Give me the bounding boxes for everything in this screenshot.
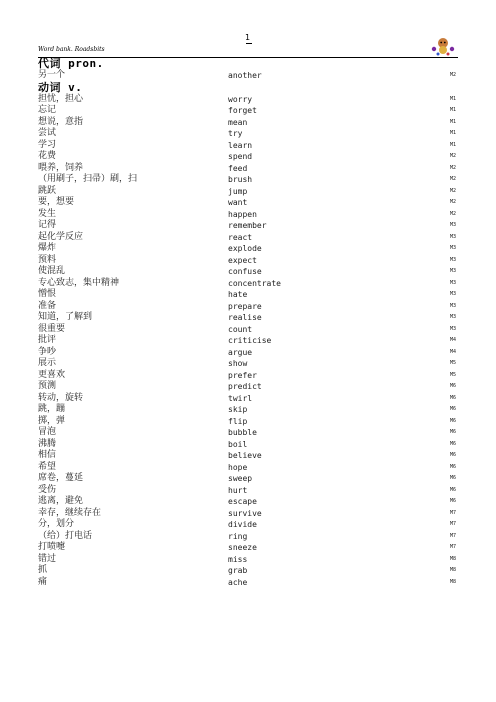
vocab-row xyxy=(38,554,458,566)
chinese-meaning: 掷，弹 xyxy=(38,415,66,426)
vocab-row xyxy=(38,266,458,278)
chinese-meaning: 憎恨 xyxy=(38,289,57,299)
chinese-meaning: 喂养，饲养 xyxy=(38,162,84,173)
english-word: criticise xyxy=(228,336,272,345)
english-word: argue xyxy=(228,347,253,357)
module-code: M3 xyxy=(449,233,456,240)
chinese-meaning: 准备 xyxy=(38,300,57,311)
chinese-meaning: 席卷，蔓延 xyxy=(38,473,84,483)
vocab-row xyxy=(38,531,458,543)
english-word: jump xyxy=(228,186,248,196)
module-code: M7 xyxy=(449,509,456,516)
vocab-row xyxy=(38,347,458,359)
vocab-row xyxy=(38,393,458,405)
english-word: sneeze xyxy=(228,543,257,552)
vocab-row xyxy=(38,370,458,382)
chinese-meaning: 知道，了解到 xyxy=(38,312,93,322)
vocab-row xyxy=(38,289,458,301)
section-heading-pronoun: 代词 pron. xyxy=(38,57,104,70)
english-word: ring xyxy=(228,531,248,541)
vocab-row xyxy=(38,473,458,485)
module-code: M3 xyxy=(449,245,456,251)
module-code: M3 xyxy=(449,325,456,332)
chinese-meaning: 转动，旋转 xyxy=(38,392,84,403)
english-word: twirl xyxy=(228,393,253,403)
chinese-meaning: 希望 xyxy=(38,461,57,472)
module-code: M6 xyxy=(449,498,456,504)
english-word: prefer xyxy=(228,370,257,380)
vocab-row xyxy=(38,404,458,416)
english-word: miss xyxy=(228,554,248,564)
module-code: M1 xyxy=(449,95,456,102)
module-code: M8 xyxy=(449,555,456,562)
module-code: M6 xyxy=(449,383,456,389)
module-code: M6 xyxy=(449,486,456,493)
module-code: M6 xyxy=(449,475,456,481)
vocab-row xyxy=(38,197,458,209)
vocab-row xyxy=(38,301,458,313)
module-code: M4 xyxy=(449,348,456,355)
english-word: show xyxy=(228,359,248,368)
english-word: worry xyxy=(228,94,253,104)
vocab-row xyxy=(38,335,458,347)
vocab-row xyxy=(38,209,458,221)
chinese-meaning: （给）打电话 xyxy=(38,530,93,541)
vocab-row xyxy=(38,312,458,324)
english-word: boil xyxy=(228,439,248,449)
english-word: brush xyxy=(228,175,253,184)
vocab-row xyxy=(38,128,458,140)
chinese-meaning: 爆炸 xyxy=(38,243,57,253)
vocab-row xyxy=(38,174,458,186)
english-word: flip xyxy=(228,416,248,426)
english-word: prepare xyxy=(228,301,262,311)
cartoon-logo-icon xyxy=(428,35,458,57)
module-code: M3 xyxy=(449,291,456,297)
english-word: hate xyxy=(228,290,248,299)
module-code: M2 xyxy=(449,187,456,194)
page-number: 1 xyxy=(245,33,251,42)
english-word: another xyxy=(228,71,262,80)
vocab-row xyxy=(38,324,458,336)
vocab-row xyxy=(38,381,458,393)
chinese-meaning: 幸存，继续存在 xyxy=(38,507,102,518)
chinese-meaning: 想说，意指 xyxy=(38,116,84,127)
module-code: M2 xyxy=(449,176,456,182)
module-code: M8 xyxy=(449,567,456,573)
chinese-meaning: 跳，蹦 xyxy=(38,404,66,414)
module-code: M1 xyxy=(449,141,456,148)
chinese-meaning: 受伤 xyxy=(38,484,57,495)
vocab-row xyxy=(38,542,458,554)
english-word: bubble xyxy=(228,428,257,437)
module-code: M6 xyxy=(449,417,456,424)
chinese-meaning: 学习 xyxy=(38,139,57,150)
module-code: M6 xyxy=(449,429,456,435)
vocab-row xyxy=(38,427,458,439)
module-code: M3 xyxy=(449,268,456,274)
chinese-meaning: 要，想要 xyxy=(38,197,75,207)
vocab-row xyxy=(38,243,458,255)
chinese-meaning: 分，划分 xyxy=(38,519,75,529)
module-code: M6 xyxy=(449,463,456,470)
module-code: M2 xyxy=(449,153,456,159)
chinese-meaning: 展示 xyxy=(38,358,57,368)
english-word: predict xyxy=(228,382,262,391)
english-word: skip xyxy=(228,405,248,414)
section-heading-verb: 动词 v. xyxy=(38,80,83,94)
vocab-row xyxy=(38,232,458,244)
vocabulary-list xyxy=(38,58,458,588)
vocab-row xyxy=(38,151,458,163)
english-word: believe xyxy=(228,451,262,460)
module-code: M2 xyxy=(449,210,456,217)
vocab-row xyxy=(38,94,458,106)
module-code: M3 xyxy=(449,256,456,263)
chinese-meaning: 另一个 xyxy=(38,70,66,80)
english-word: learn xyxy=(228,140,253,150)
module-code: M5 xyxy=(449,360,456,366)
vocab-row xyxy=(38,577,458,589)
chinese-meaning: 跳跃 xyxy=(38,185,57,196)
vocab-row xyxy=(38,450,458,462)
english-word: sweep xyxy=(228,474,253,483)
chinese-meaning: 抓 xyxy=(38,565,48,575)
english-word: survive xyxy=(228,508,262,518)
chinese-meaning: 沸腾 xyxy=(38,438,57,449)
chinese-meaning: 花费 xyxy=(38,151,57,161)
english-word: mean xyxy=(228,117,248,127)
vocab-row xyxy=(38,70,458,82)
english-word: happen xyxy=(228,209,257,219)
module-code: M6 xyxy=(449,452,456,458)
english-word: want xyxy=(228,198,248,207)
chinese-meaning: （用刷子，扫帚）刷，扫 xyxy=(38,174,138,184)
module-code: M7 xyxy=(449,521,456,527)
vocab-row xyxy=(38,439,458,451)
module-code: M3 xyxy=(449,279,456,286)
chinese-meaning: 专心致志，集中精神 xyxy=(38,277,120,288)
chinese-meaning: 预测 xyxy=(38,381,57,391)
chinese-meaning: 很重要 xyxy=(38,323,66,334)
english-word: escape xyxy=(228,497,257,506)
chinese-meaning: 错过 xyxy=(38,553,57,564)
chinese-meaning: 批评 xyxy=(38,335,57,345)
vocab-row xyxy=(38,105,458,117)
english-word: grab xyxy=(228,566,248,575)
module-code: M5 xyxy=(449,371,456,378)
module-code: M8 xyxy=(449,578,456,585)
running-header: Word bank. Roadsbits xyxy=(38,46,105,53)
chinese-meaning: 打喷嚏 xyxy=(38,542,66,552)
chinese-meaning: 争吵 xyxy=(38,346,57,357)
english-word: forget xyxy=(228,106,257,115)
module-code: M6 xyxy=(449,394,456,401)
english-word: react xyxy=(228,232,253,242)
english-word: explode xyxy=(228,244,262,253)
module-code: M4 xyxy=(449,337,456,343)
english-word: spend xyxy=(228,152,253,161)
module-code: M3 xyxy=(449,222,456,228)
english-word: confuse xyxy=(228,267,262,276)
chinese-meaning: 起化学反应 xyxy=(38,231,84,242)
english-word: divide xyxy=(228,520,257,529)
vocab-row xyxy=(38,416,458,428)
english-word: ache xyxy=(228,577,248,587)
english-word: remember xyxy=(228,221,267,230)
vocab-row xyxy=(38,278,458,290)
vocab-row xyxy=(38,496,458,508)
chinese-meaning: 相信 xyxy=(38,450,57,460)
vocab-row xyxy=(38,163,458,175)
vocab-row xyxy=(38,140,458,152)
module-code: M6 xyxy=(449,440,456,447)
module-code: M7 xyxy=(449,532,456,539)
english-word: try xyxy=(228,129,243,138)
module-code: M2 xyxy=(449,72,456,78)
chinese-meaning: 记得 xyxy=(38,220,57,230)
chinese-meaning: 尝试 xyxy=(38,128,57,138)
page-number-underline xyxy=(246,43,252,44)
vocab-row xyxy=(38,358,458,370)
chinese-meaning: 更喜欢 xyxy=(38,369,66,380)
vocab-row xyxy=(38,485,458,497)
module-code: M3 xyxy=(449,314,456,320)
english-word: hurt xyxy=(228,485,248,495)
module-code: M7 xyxy=(449,544,456,550)
english-word: expect xyxy=(228,255,257,265)
english-word: hope xyxy=(228,462,248,472)
chinese-meaning: 预料 xyxy=(38,254,57,265)
module-code: M1 xyxy=(449,118,456,125)
english-word: realise xyxy=(228,313,262,322)
vocab-row xyxy=(38,565,458,577)
module-code: M3 xyxy=(449,302,456,309)
vocab-row xyxy=(38,255,458,267)
module-code: M1 xyxy=(449,130,456,136)
vocab-row xyxy=(38,220,458,232)
vocab-row xyxy=(38,117,458,129)
english-word: count xyxy=(228,324,253,334)
chinese-meaning: 痛 xyxy=(38,576,48,587)
chinese-meaning: 冒泡 xyxy=(38,427,57,437)
vocab-row xyxy=(38,186,458,198)
english-word: concentrate xyxy=(228,278,281,288)
chinese-meaning: 忘记 xyxy=(38,105,57,115)
chinese-meaning: 发生 xyxy=(38,208,57,219)
vocab-row xyxy=(38,508,458,520)
chinese-meaning: 逃离，避免 xyxy=(38,496,84,506)
english-word: feed xyxy=(228,163,248,173)
module-code: M2 xyxy=(449,199,456,205)
module-code: M6 xyxy=(449,406,456,412)
module-code: M2 xyxy=(449,164,456,171)
chinese-meaning: 担忧，担心 xyxy=(38,93,84,104)
verb-rows xyxy=(38,94,458,589)
module-code: M1 xyxy=(449,107,456,113)
chinese-meaning: 使混乱 xyxy=(38,266,66,276)
vocab-row xyxy=(38,519,458,531)
vocab-row xyxy=(38,462,458,474)
